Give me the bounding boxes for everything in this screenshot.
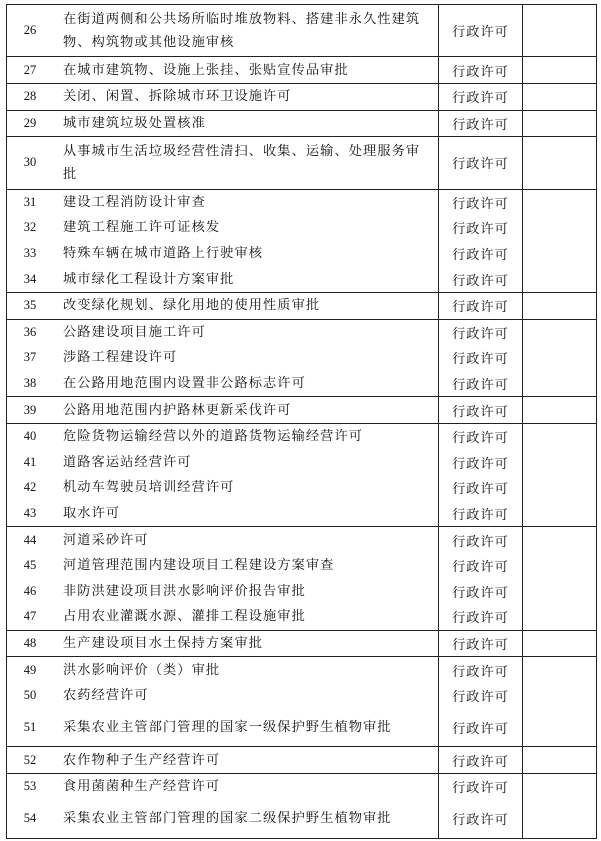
item-type: 行政许可	[452, 300, 509, 316]
item-name: 生产建设项目水土保持方案审批	[63, 635, 264, 651]
table-row	[7, 631, 438, 657]
table-row-group	[7, 5, 596, 57]
table-row-group	[7, 137, 596, 189]
item-column	[7, 527, 439, 629]
type-column	[439, 631, 523, 657]
table-row	[7, 397, 438, 423]
table-row-group	[7, 57, 596, 84]
table-row	[7, 215, 438, 241]
table-row	[7, 57, 438, 83]
item-column	[7, 293, 439, 319]
type-column	[439, 137, 523, 188]
row-number: 28	[23, 89, 37, 104]
item-name: 公路用地范围内护路林更新采伐许可	[63, 402, 292, 418]
type-column	[439, 190, 523, 292]
table-row	[7, 5, 438, 56]
item-name: 洪水影响评价（类）审批	[63, 662, 221, 678]
row-number: 54	[23, 811, 37, 826]
item-name: 危险货物运输经营以外的道路货物运输经营许可	[63, 429, 364, 445]
table-row	[7, 345, 438, 371]
table-row-group	[7, 631, 596, 658]
table-row	[7, 527, 438, 553]
item-name: 采集农业主管部门管理的国家一级保护野生植物审批	[63, 719, 392, 735]
item-type: 行政许可	[452, 352, 509, 368]
item-column	[7, 397, 439, 423]
table-row	[7, 475, 438, 501]
table-row	[7, 683, 438, 709]
blank-column	[523, 190, 596, 292]
table-row	[7, 450, 438, 476]
table-row	[7, 320, 438, 346]
row-number: 30	[23, 155, 37, 170]
type-column	[439, 5, 523, 56]
row-number: 42	[23, 480, 37, 495]
row-number: 50	[23, 688, 37, 703]
item-type: 行政许可	[452, 560, 509, 576]
row-number: 45	[23, 558, 37, 573]
type-column	[439, 397, 523, 423]
item-column	[7, 774, 439, 838]
item-name: 农作物种子生产经营许可	[63, 752, 221, 768]
row-number: 34	[23, 271, 37, 286]
table-row	[7, 747, 438, 773]
item-type: 行政许可	[452, 507, 509, 523]
item-name: 非防洪建设项目洪水影响评价报告审批	[63, 583, 306, 599]
table-row-group	[7, 320, 596, 398]
item-type: 行政许可	[452, 664, 509, 680]
row-number: 39	[23, 402, 37, 417]
item-column	[7, 747, 439, 773]
item-name: 城市绿化工程设计方案审批	[63, 271, 235, 287]
table-row	[7, 241, 438, 267]
blank-column	[523, 397, 596, 423]
item-column	[7, 424, 439, 526]
table-row	[7, 657, 438, 683]
item-type: 行政许可	[452, 326, 509, 342]
row-number: 53	[23, 779, 37, 794]
blank-column	[523, 293, 596, 319]
table-row	[7, 266, 438, 292]
type-column	[439, 293, 523, 319]
row-number: 33	[23, 246, 37, 261]
blank-column	[523, 424, 596, 526]
item-name: 城市建筑垃圾处置核准	[63, 115, 206, 131]
row-number: 37	[23, 350, 37, 365]
table-row	[7, 553, 438, 579]
row-number: 49	[23, 662, 37, 677]
item-column	[7, 631, 439, 657]
table-row-group	[7, 774, 596, 839]
table-row	[7, 190, 438, 216]
item-type: 行政许可	[452, 813, 509, 829]
item-column	[7, 84, 439, 110]
item-type: 行政许可	[452, 248, 509, 264]
table-row	[7, 800, 438, 838]
row-number: 38	[23, 376, 37, 391]
type-column	[439, 320, 523, 397]
table-row-group	[7, 657, 596, 747]
blank-column	[523, 5, 596, 56]
item-column	[7, 190, 439, 292]
blank-column	[523, 320, 596, 397]
item-type: 行政许可	[452, 456, 509, 472]
row-number: 43	[23, 505, 37, 520]
row-number: 27	[23, 62, 37, 77]
row-number: 26	[23, 23, 37, 38]
table-row	[7, 293, 438, 319]
item-name: 在公路用地范围内设置非公路标志许可	[63, 376, 306, 392]
item-type: 行政许可	[452, 690, 509, 706]
type-column	[439, 527, 523, 629]
blank-column	[523, 631, 596, 657]
row-number: 29	[23, 115, 37, 130]
table-row	[7, 501, 438, 527]
table-row	[7, 424, 438, 450]
item-type: 行政许可	[452, 64, 509, 80]
item-column	[7, 320, 439, 397]
row-number: 36	[23, 324, 37, 339]
blank-column	[523, 527, 596, 629]
table-row	[7, 708, 438, 746]
item-name: 建设工程消防设计审查	[63, 194, 206, 210]
item-type: 行政许可	[452, 222, 509, 238]
item-type: 行政许可	[452, 157, 509, 173]
item-name: 农药经营许可	[63, 688, 149, 704]
row-number: 47	[23, 609, 37, 624]
blank-column	[523, 137, 596, 188]
table-row-group	[7, 111, 596, 138]
row-number: 41	[23, 454, 37, 469]
item-type: 行政许可	[452, 117, 509, 133]
type-column	[439, 84, 523, 110]
blank-column	[523, 57, 596, 83]
item-type: 行政许可	[452, 482, 509, 498]
table-row	[7, 774, 438, 800]
type-column	[439, 774, 523, 838]
item-column	[7, 137, 439, 188]
item-type: 行政许可	[452, 781, 509, 797]
item-name: 特殊车辆在城市道路上行驶审核	[63, 246, 264, 262]
item-type: 行政许可	[452, 754, 509, 770]
table-row	[7, 578, 438, 604]
item-name: 涉路工程建设许可	[63, 350, 178, 366]
item-name: 食用菌菌种生产经营许可	[63, 779, 221, 795]
table-row	[7, 604, 438, 630]
item-column	[7, 657, 439, 746]
table-row	[7, 137, 438, 188]
item-type: 行政许可	[452, 404, 509, 420]
item-type: 行政许可	[452, 378, 509, 394]
item-type: 行政许可	[452, 585, 509, 601]
blank-column	[523, 774, 596, 838]
item-name: 采集农业主管部门管理的国家二级保护野生植物审批	[63, 811, 392, 827]
blank-column	[523, 111, 596, 137]
item-type: 行政许可	[452, 637, 509, 653]
table-row	[7, 371, 438, 397]
item-name: 占用农业灌溉水源、灌排工程设施审批	[63, 609, 306, 625]
blank-column	[523, 84, 596, 110]
item-name: 在街道两侧和公共场所临时堆放物料、搭建非永久性建筑物、构筑物或其他设施审核	[63, 11, 421, 50]
table-row	[7, 84, 438, 110]
item-name: 在城市建筑物、设施上张挂、张贴宣传品审批	[63, 62, 349, 78]
item-name: 关闭、闲置、拆除城市环卫设施许可	[63, 89, 292, 105]
item-type: 行政许可	[452, 611, 509, 627]
item-column	[7, 5, 439, 56]
item-type: 行政许可	[452, 25, 509, 41]
table-row-group	[7, 397, 596, 424]
item-type: 行政许可	[452, 431, 509, 447]
blank-column	[523, 747, 596, 773]
item-name: 改变绿化规划、绿化用地的使用性质审批	[63, 298, 321, 314]
type-column	[439, 57, 523, 83]
item-type: 行政许可	[452, 196, 509, 212]
type-column	[439, 111, 523, 137]
type-column	[439, 424, 523, 526]
table-row-group	[7, 84, 596, 111]
type-column	[439, 657, 523, 746]
row-number: 31	[23, 194, 37, 209]
row-number: 51	[23, 719, 37, 734]
item-name: 从事城市生活垃圾经营性清扫、收集、运输、处理服务审批	[63, 143, 421, 182]
item-type: 行政许可	[452, 91, 509, 107]
item-name: 河道采砂许可	[63, 532, 149, 548]
row-number: 46	[23, 583, 37, 598]
item-name: 河道管理范围内建设项目工程建设方案审查	[63, 558, 335, 574]
item-name: 公路建设项目施工许可	[63, 324, 206, 340]
table-row	[7, 111, 438, 137]
table-row-group	[7, 424, 596, 527]
item-column	[7, 57, 439, 83]
item-type: 行政许可	[452, 273, 509, 289]
row-number: 52	[23, 752, 37, 767]
row-number: 35	[23, 298, 37, 313]
row-number: 32	[23, 220, 37, 235]
type-column	[439, 747, 523, 773]
row-number: 44	[23, 532, 37, 547]
item-name: 取水许可	[63, 505, 121, 521]
item-name: 道路客运站经营许可	[63, 454, 192, 470]
item-column	[7, 111, 439, 137]
row-number: 48	[23, 635, 37, 650]
row-number: 40	[23, 429, 37, 444]
item-name: 建筑工程施工许可证核发	[63, 220, 221, 236]
item-type: 行政许可	[452, 721, 509, 737]
blank-column	[523, 657, 596, 746]
item-type: 行政许可	[452, 534, 509, 550]
table-row-group	[7, 747, 596, 774]
licensing-table	[6, 4, 597, 839]
table-row-group	[7, 293, 596, 320]
item-name: 机动车驾驶员培训经营许可	[63, 480, 235, 496]
table-row-group	[7, 190, 596, 293]
table-row-group	[7, 527, 596, 630]
